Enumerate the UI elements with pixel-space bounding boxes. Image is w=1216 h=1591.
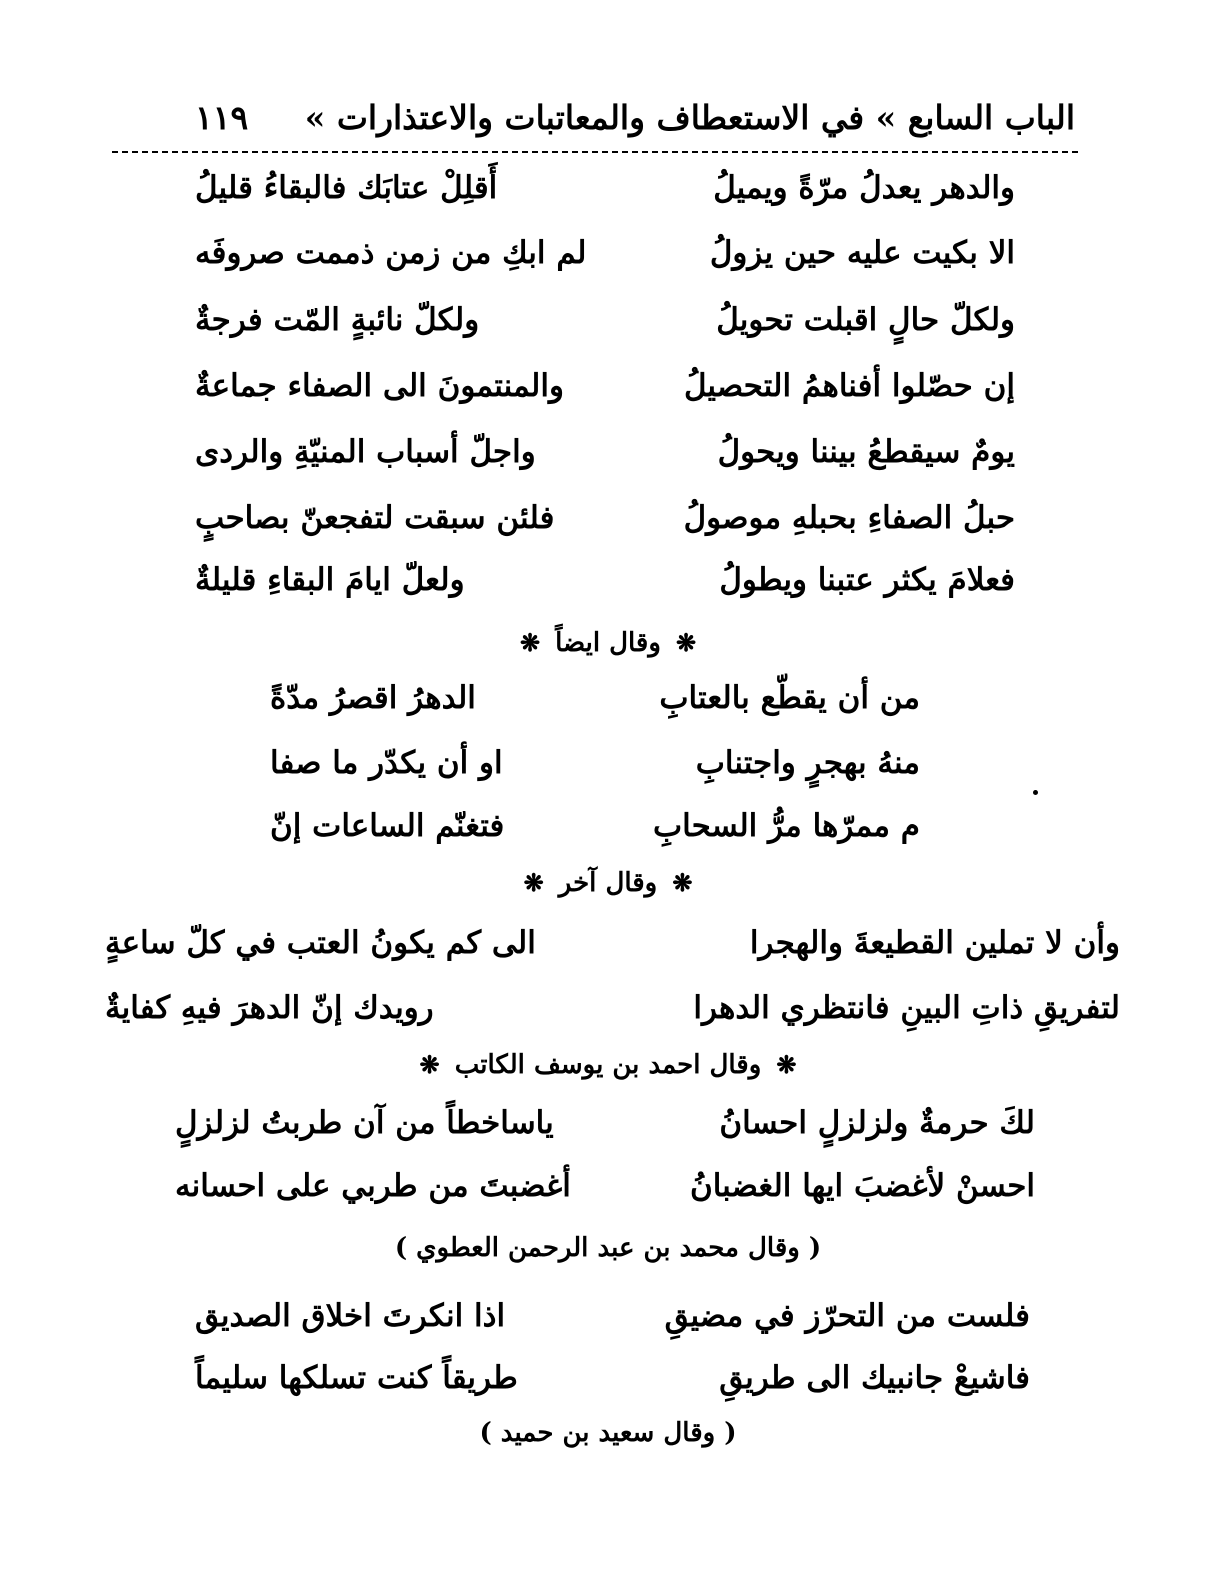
verse-hemistich-right: رويدك إنّ الدهرَ فيهِ كفايةٌ (105, 990, 434, 1026)
verse-hemistich-left: م ممرّها مرُّ السحابِ (652, 808, 920, 844)
verse-hemistich-left: فعلامَ يكثر عتبنا ويطولُ (719, 562, 1015, 598)
verse-hemistich-left: منهُ بهجرٍ واجتنابِ (695, 745, 920, 781)
section-caption (0, 1418, 1216, 1448)
verse-hemistich-left: احسنْ لأغضبَ ايها الغضبانُ (689, 1168, 1035, 1204)
verse-hemistich-left: يومٌ سيقطعُ بيننا ويحولُ (717, 434, 1015, 470)
ornament-icon: ❋ (519, 628, 541, 657)
page-header (115, 92, 1075, 142)
verse-hemistich-right: او أن يكدّر ما صفا (270, 745, 503, 781)
verse-hemistich-right: أغضبتَ من طربي على احسانه (175, 1168, 571, 1204)
verse-hemistich-right: الى كم يكونُ العتب في كلّ ساعةٍ (105, 925, 536, 961)
section-caption (0, 1050, 1216, 1080)
verse-line (195, 368, 1015, 404)
verse-hemistich-left: لتفريقِ ذاتِ البينِ فانتظري الدهرا (693, 990, 1120, 1026)
verse-hemistich-right: اذا انكرتَ اخلاق الصديق (195, 1298, 506, 1334)
verse-line (270, 808, 920, 844)
verse-line (195, 235, 1015, 271)
verse-hemistich-right: والمنتمونَ الى الصفاء جماعةٌ (195, 368, 564, 404)
caption-text: وقال ايضاً (555, 628, 661, 658)
verse-line (195, 500, 1015, 536)
ornament-icon: ❋ (672, 868, 693, 897)
ornament-icon: ❋ (776, 1050, 797, 1079)
page-number: ١١٩ (195, 97, 249, 137)
verse-hemistich-left: وأن لا تملين القطيعةَ والهجرا (749, 925, 1120, 961)
verse-line (195, 562, 1015, 598)
verse-hemistich-right: أَقلِلْ عتابَك فالبقاءُ قليلُ (195, 170, 498, 206)
verse-line (195, 1360, 1030, 1396)
verse-hemistich-left: من أن يقطّع بالعتابِ (659, 680, 920, 716)
verse-line (195, 1298, 1030, 1334)
verse-hemistich-right: لم ابكِ من زمن ذممت صروفَه (195, 235, 587, 271)
ink-dot (1033, 790, 1038, 795)
verse-hemistich-left: فلست من التحرّز في مضيقِ (664, 1298, 1030, 1334)
verse-line (270, 745, 920, 781)
verse-line (175, 1168, 1035, 1204)
caption-text: وقال احمد بن يوسف الكاتب (454, 1050, 762, 1080)
verse-hemistich-right: ولكلّ نائبةٍ المّت فرجةٌ (195, 302, 480, 338)
ornament-icon: ❋ (675, 628, 697, 657)
verse-hemistich-left: والدهر يعدلُ مرّةً ويميلُ (713, 170, 1015, 206)
chapter-title: « الباب السابع » في الاستعطاف والمعاتبات والاعتذارات (304, 97, 1075, 137)
verse-hemistich-left: ولكلّ حالٍ اقبلت تحويلُ (716, 302, 1015, 338)
verse-hemistich-left: فاشيعْ جانبيك الى طريقِ (719, 1360, 1030, 1396)
section-caption (0, 868, 1216, 898)
verse-line (195, 434, 1015, 470)
verse-line (105, 925, 1120, 961)
verse-hemistich-left: حبلُ الصفاءِ بحبلهِ موصولُ (683, 500, 1015, 536)
section-caption (0, 628, 1216, 658)
header-rule (112, 151, 1078, 153)
verse-line (195, 170, 1015, 206)
caption-text: ( وقال سعيد بن حميد ) (479, 1418, 737, 1448)
ornament-icon: ❋ (523, 868, 544, 897)
verse-line (175, 1105, 1035, 1141)
verse-line (105, 990, 1120, 1026)
verse-hemistich-right: واجلّ أسباب المنيّةِ والردى (195, 434, 536, 470)
caption-text: ( وقال محمد بن عبد الرحمن العطوي ) (394, 1233, 822, 1263)
verse-hemistich-right: فلئن سبقت لتفجعنّ بصاحبٍ (195, 500, 555, 536)
verse-hemistich-right: طريقاً كنت تسلكها سليماً (195, 1360, 518, 1396)
verse-hemistich-left: لكَ حرمةٌ ولزلزلٍ احسانُ (719, 1105, 1035, 1141)
caption-text: وقال آخر (558, 868, 658, 898)
verse-hemistich-right: الدهرُ اقصرُ مدّةً (270, 680, 476, 716)
verse-hemistich-right: ياساخطاً من آن طربتُ لزلزلٍ (175, 1105, 554, 1141)
verse-hemistich-right: ولعلّ ايامَ البقاءِ قليلةٌ (195, 562, 465, 598)
ornament-icon: ❋ (419, 1050, 440, 1079)
verse-line (270, 680, 920, 716)
section-caption (0, 1233, 1216, 1263)
verse-hemistich-right: فتغنّم الساعات إنّ (270, 808, 505, 844)
verse-line (195, 302, 1015, 338)
verse-hemistich-left: الا بكيت عليه حين يزولُ (709, 235, 1015, 271)
verse-hemistich-left: إن حصّلوا أفناهمُ التحصيلُ (683, 368, 1015, 404)
